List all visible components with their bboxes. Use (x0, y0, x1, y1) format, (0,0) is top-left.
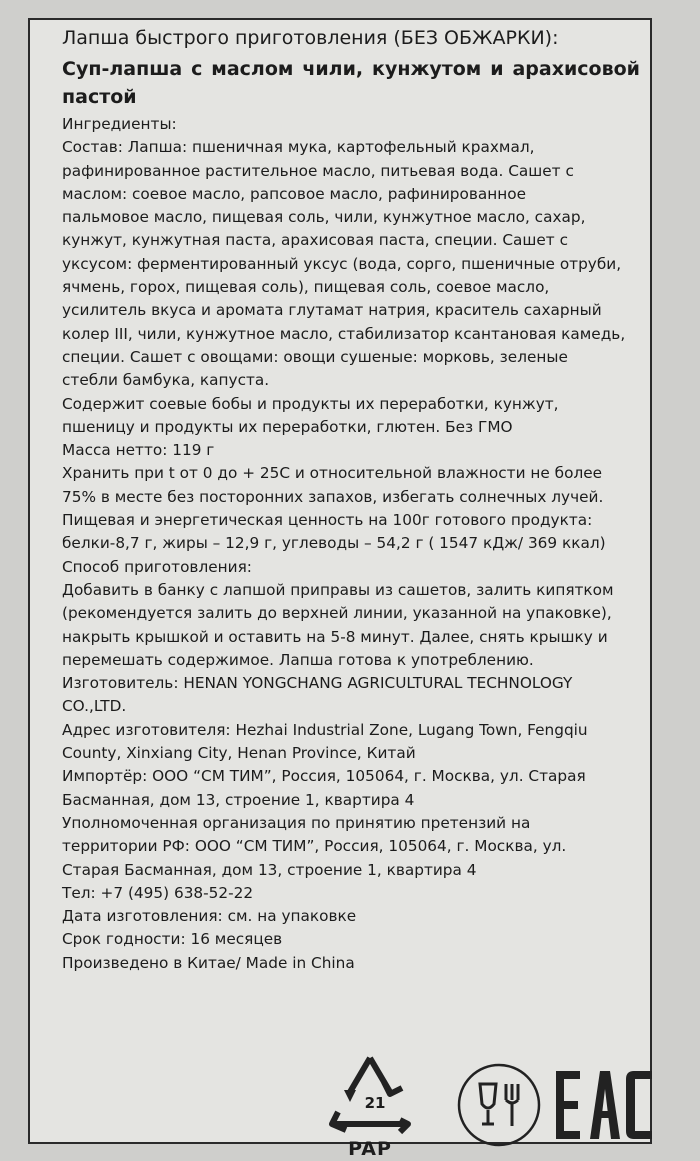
importer (62, 765, 640, 812)
composition-line: Состав: Лапша: пшеничная мука, картофельный крахмал, (62, 138, 535, 157)
preparation-heading: Способ приготовления: (62, 557, 252, 576)
composition-line: усилитель вкуса и аромата глутамат натрия, краситель сахарный (62, 301, 602, 320)
composition-line: специи. Сашет с овощами: овощи сушеные: морковь, зеленые (62, 347, 568, 366)
allergens (62, 393, 640, 440)
recycle-code: PAP (348, 1138, 392, 1160)
product-type: Лапша быстрого приготовления (БЕЗ ОБЖАРКИ): (62, 27, 559, 49)
storage-conditions (62, 462, 640, 509)
address-line: County, Xinxiang City, Henan Province, Китай (62, 744, 416, 763)
preparation-line: перемешать содержимое. Лапша готова к употреблению. (62, 650, 534, 669)
manufacture-date: Дата изготовления: см. на упаковке (62, 907, 357, 926)
product-name: Суп-лапша с маслом чили, кунжутом и арахисовой пастой (62, 58, 640, 108)
recycle-icon (320, 1050, 420, 1160)
authorized-line: Уполномоченная организация по принятию претензий на (62, 813, 531, 832)
allergens-line: пшеницу и продукты их переработки, глютен. Без ГМО (62, 417, 513, 436)
nutrition-line: белки-8,7 г, жиры – 12,9 г, углеводы – 54,2 г ( 1547 кДж/ 369 ккал) (62, 534, 606, 553)
storage-line: 75% в месте без посторонних запахов, избегать солнечных лучей. (62, 487, 604, 506)
eac-mark-icon (554, 1065, 654, 1145)
composition-line: кунжут, кунжутная паста, арахисовая паста, специи. Сашет с (62, 231, 568, 250)
preparation-line: Добавить в банку с лапшой приправы из сашетов, залить кипятком (62, 580, 614, 599)
product-label (28, 18, 652, 1160)
composition-line: колер III, чили, кунжутное масло, стабилизатор ксантановая камедь, (62, 324, 626, 343)
manufacturer (62, 672, 640, 719)
importer-line: Импортёр: ООО “СМ ТИМ”, Россия, 105064, г. Москва, ул. Старая (62, 767, 586, 786)
manufacturer-address (62, 719, 640, 766)
composition-line: рафинированное растительное масло, питьевая вода. Сашет с (62, 161, 574, 180)
manufacturer-line: Изготовитель: HENAN YONGCHANG AGRICULTURAL TECHNOLOGY (62, 674, 573, 693)
authorized-line: территории РФ: ООО “СМ ТИМ”, Россия, 105064, г. Москва, ул. (62, 837, 567, 856)
authorized-organization (62, 812, 640, 882)
composition-line: пальмовое масло, пищевая соль, чили, кунжутное масло, сахар, (62, 208, 586, 227)
recycle-number: 21 (364, 1094, 386, 1112)
nutrition-line: Пищевая и энергетическая ценность на 100г готового продукта: (62, 511, 593, 530)
shelf-life: Срок годности: 16 месяцев (62, 930, 283, 949)
phone: Тел: +7 (495) 638-52-22 (62, 883, 254, 902)
certification-marks (30, 1050, 650, 1160)
ingredients-heading: Ингредиенты: (62, 115, 177, 133)
manufacturer-line: CO.,LTD. (62, 697, 127, 716)
composition-line: маслом: соевое масло, рапсовое масло, рафинированное (62, 184, 526, 203)
glass-fork-icon (454, 1060, 544, 1150)
storage-line: Хранить при t от 0 до + 25С и относительной влажности не более (62, 464, 603, 483)
nutrition-facts (62, 509, 640, 556)
country-of-origin: Произведено в Китае/ Made in China (62, 953, 355, 972)
address-line: Адрес изготовителя: Hezhai Industrial Zone, Lugang Town, Fengqiu (62, 720, 588, 739)
preparation-line: (рекомендуется залить до верхней линии, указанной на упаковке), (62, 604, 612, 623)
authorized-line: Старая Басманная, дом 13, строение 1, квартира 4 (62, 860, 477, 879)
net-weight: Масса нетто: 119 г (62, 441, 215, 460)
importer-line: Басманная, дом 13, строение 1, квартира 4 (62, 790, 415, 809)
preparation-steps (62, 579, 640, 672)
allergens-line: Содержит соевые бобы и продукты их переработки, кунжут, (62, 394, 559, 413)
composition (62, 136, 640, 392)
composition-line: стебли бамбука, капуста. (62, 371, 270, 390)
preparation-line: накрыть крышкой и оставить на 5-8 минут. Далее, снять крышку и (62, 627, 608, 646)
composition-line: уксусом: ферментированный уксус (вода, сорго, пшеничные отруби, (62, 254, 622, 273)
composition-line: ячмень, горох, пищевая соль), пищевая соль, соевое масло, (62, 278, 550, 297)
